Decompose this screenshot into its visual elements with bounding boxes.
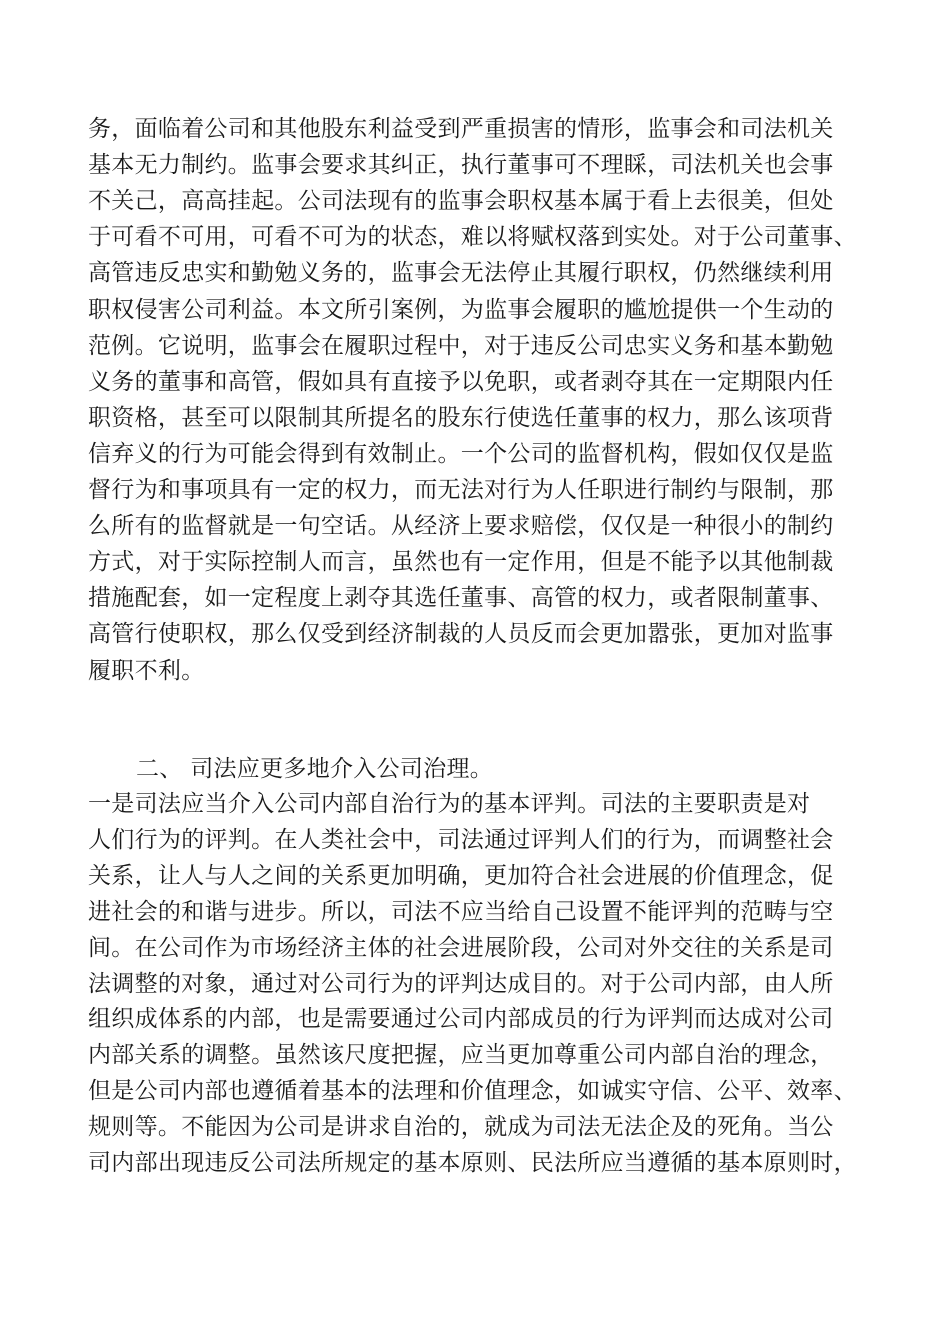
section-heading: 二、 司法应更多地介入公司治理。 [136, 756, 494, 782]
text-line: 组织成体系的内部，也是需要通过公司内部成员的行为评判而达成对公司 [88, 1006, 834, 1033]
text-line: 司内部出现违反公司法所规定的基本原则、民法所应当遵循的基本原则时， [88, 1150, 857, 1176]
text-line: 内部关系的调整。虽然该尺度把握，应当更加尊重公司内部自治的理念， [88, 1042, 834, 1069]
text-line: 但是公司内部也遵循着基本的法理和价值理念，如诚实守信、公平、效率、 [88, 1078, 857, 1105]
text-line: 关系，让人与人之间的关系更加明确，更加符合社会进展的价值理念，促 [88, 862, 834, 889]
text-line: 职权侵害公司利益。本文所引案例，为监事会履职的尴尬提供一个生动的 [88, 296, 834, 323]
text-line: 于可看不可用，可看不可为的状态，难以将赋权落到实处。对于公司董事、 [88, 224, 857, 251]
text-line: 督行为和事项具有一定的权力，而无法对行为人任职进行制约与限制，那 [88, 477, 834, 503]
text-line: 进社会的和谐与进步。所以，司法不应当给自己设置不能评判的范畴与空 [88, 898, 834, 925]
text-line: 履职不利。 [88, 657, 205, 684]
text-line: 间。在公司作为市场经济主体的社会进展阶段，公司对外交往的关系是司 [88, 934, 834, 961]
text-line: 人们行为的评判。在人类社会中，司法通过评判人们的行为，而调整社会 [88, 826, 834, 853]
text-line: 不关己，高高挂起。公司法现有的监事会职权基本属于看上去很美，但处 [88, 188, 834, 215]
text-line: 范例。它说明，监事会在履职过程中，对于违反公司忠实义务和基本勤勉 [88, 332, 834, 359]
text-line: 措施配套，如一定程度上剥夺其选任董事、高管的权力，或者限制董事、 [88, 585, 834, 612]
text-line: 么所有的监督就是一句空话。从经济上要求赔偿，仅仅是一种很小的制约 [88, 513, 834, 540]
text-line: 基本无力制约。监事会要求其纠正，执行董事可不理睬，司法机关也会事 [88, 152, 834, 179]
text-line: 职资格，甚至可以限制其所提名的股东行使选任董事的权力，那么该项背 [88, 404, 834, 431]
text-line: 务，面临着公司和其他股东利益受到严重损害的情形，监事会和司法机关 [88, 116, 834, 142]
text-line: 信弃义的行为可能会得到有效制止。一个公司的监督机构，假如仅仅是监 [88, 440, 834, 467]
text-line: 高管违反忠实和勤勉义务的，监事会无法停止其履行职权，仍然继续利用 [88, 260, 834, 287]
text-line: 规则等。不能因为公司是讲求自治的，就成为司法无法企及的死角。当公 [88, 1114, 834, 1141]
text-line: 方式，对于实际控制人而言，虽然也有一定作用，但是不能予以其他制裁 [88, 549, 834, 576]
text-line: 义务的董事和高管，假如具有直接予以免职，或者剥夺其在一定期限内任 [88, 368, 834, 395]
text-line: 法调整的对象，通过对公司行为的评判达成目的。对于公司内部，由人所 [88, 970, 834, 997]
text-line: 高管行使职权，那么仅受到经济制裁的人员反而会更加嚣张，更加对监事 [88, 621, 834, 648]
text-line: 一是司法应当介入公司内部自治行为的基本评判。司法的主要职责是对 [88, 791, 811, 817]
